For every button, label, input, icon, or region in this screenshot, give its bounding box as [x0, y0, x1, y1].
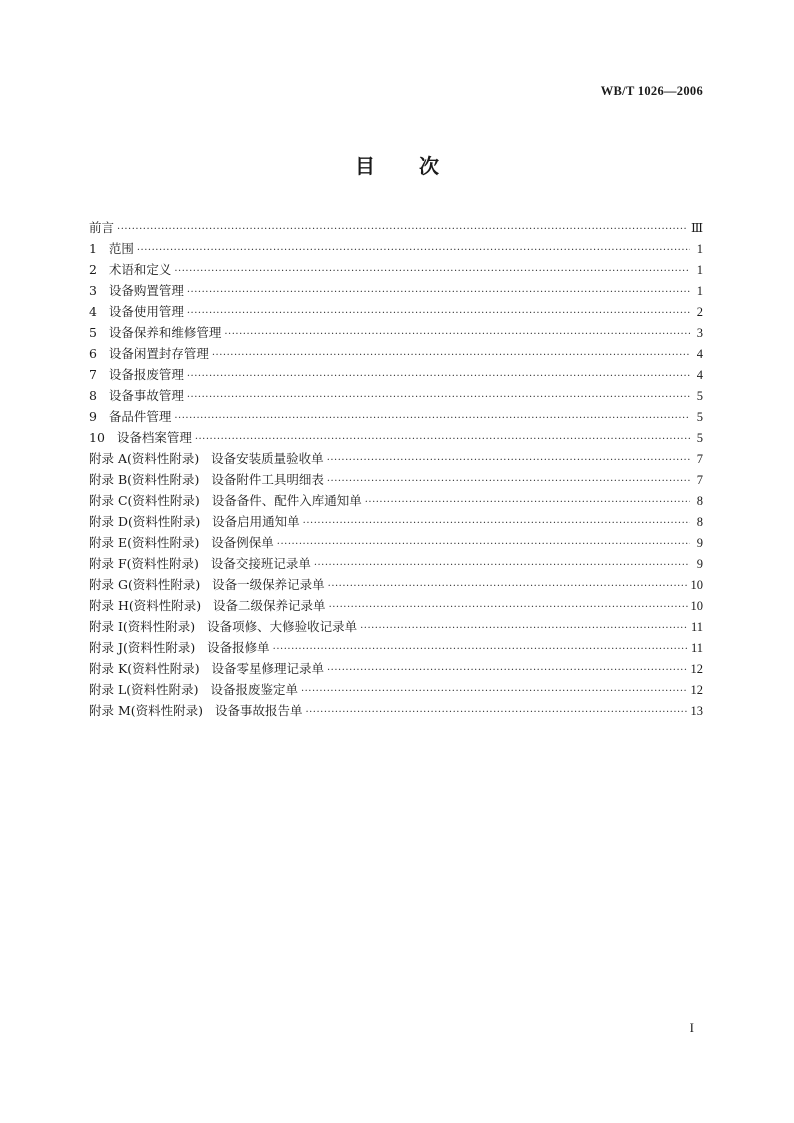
toc-entry-page: 12: [690, 683, 703, 697]
toc-leader: [187, 282, 690, 303]
toc-title-char-2: 次: [419, 154, 439, 178]
toc-entry[interactable]: [89, 406, 703, 427]
toc-leader: [117, 219, 688, 240]
toc-entry-label: 附录 D(资料性附录) 设备启用通知单: [89, 514, 300, 529]
toc-entry-page: Ⅲ: [690, 221, 703, 235]
toc-entry-page: 13: [690, 704, 703, 718]
toc-entry[interactable]: [89, 238, 703, 259]
toc-leader: [327, 660, 688, 681]
toc-leader: [187, 303, 690, 324]
toc-entry[interactable]: [89, 700, 703, 721]
toc-entry-page: 12: [690, 662, 703, 676]
toc-entry-label: 附录 I(资料性附录) 设备项修、大修验收记录单: [89, 619, 358, 634]
toc-entry-page: 9: [696, 557, 703, 571]
toc-entry-page: 1: [696, 284, 703, 298]
toc-entry-page: 7: [696, 473, 703, 487]
toc-entry-page: 3: [696, 326, 703, 340]
toc-entry-label: 附录 G(资料性附录) 设备一级保养记录单: [89, 577, 325, 592]
toc-entry-page: 4: [696, 368, 703, 382]
toc-entry[interactable]: [89, 259, 703, 280]
toc-entry-label: 附录 L(资料性附录) 设备报废鉴定单: [89, 682, 298, 697]
toc-entry-label: 附录 F(资料性附录) 设备交接班记录单: [89, 556, 311, 571]
toc-entry-label: 5 设备保养和维修管理: [89, 325, 222, 340]
toc-leader: [137, 240, 690, 261]
toc-leader: [303, 513, 690, 534]
toc-entry[interactable]: [89, 595, 703, 616]
toc-entry-label: 附录 C(资料性附录) 设备备件、配件入库通知单: [89, 493, 362, 508]
toc-entry-page: 8: [696, 515, 703, 529]
toc-entry[interactable]: [89, 511, 703, 532]
document-code: WB/T 1026—2006: [600, 84, 703, 98]
toc-leader: [174, 261, 690, 282]
toc-leader: [212, 345, 690, 366]
toc-entry-page: 11: [690, 641, 703, 655]
toc-leader: [329, 597, 688, 618]
toc-entry-page: 4: [696, 347, 703, 361]
toc-leader: [327, 471, 690, 492]
toc-entry[interactable]: [89, 217, 703, 238]
toc-leader: [273, 639, 688, 660]
toc-entry[interactable]: [89, 637, 703, 658]
toc-entry-page: 5: [696, 389, 703, 403]
toc-entry-page: 5: [696, 410, 703, 424]
toc-entry-label: 附录 B(资料性附录) 设备附件工具明细表: [89, 472, 324, 487]
toc-title-char-1: 目: [355, 154, 375, 178]
toc-entry[interactable]: [89, 427, 703, 448]
toc-entry-label: 前言: [89, 220, 115, 235]
toc-leader: [187, 387, 690, 408]
toc-entry-label: 附录 J(资料性附录) 设备报修单: [89, 640, 270, 655]
toc-title: [0, 150, 794, 179]
toc-entry-label: 9 备品件管理: [89, 409, 172, 424]
page-number: I: [689, 1020, 694, 1035]
toc-leader: [360, 618, 688, 639]
toc-entry-page: 11: [690, 620, 703, 634]
toc-entry[interactable]: [89, 343, 703, 364]
toc-entry-label: 附录 E(资料性附录) 设备例保单: [89, 535, 274, 550]
toc-entry-label: 附录 A(资料性附录) 设备安装质量验收单: [89, 451, 324, 466]
toc-entry[interactable]: [89, 574, 703, 595]
toc-entry-page: 7: [696, 452, 703, 466]
toc-entry[interactable]: [89, 616, 703, 637]
toc-entry[interactable]: [89, 385, 703, 406]
toc-entry[interactable]: [89, 658, 703, 679]
toc-leader: [365, 492, 690, 513]
toc-entry[interactable]: [89, 364, 703, 385]
toc-entry-page: 10: [690, 578, 703, 592]
toc-entry[interactable]: [89, 490, 703, 511]
toc-entry-label: 2 术语和定义: [89, 262, 172, 277]
toc-leader: [174, 408, 690, 429]
toc-entry-label: 1 范围: [89, 241, 134, 256]
toc-entry-label: 8 设备事故管理: [89, 388, 184, 403]
toc-entry-label: 10 设备档案管理: [89, 430, 192, 445]
toc-entry-page: 5: [696, 431, 703, 445]
toc-entry-label: 6 设备闲置封存管理: [89, 346, 209, 361]
toc-entry-label: 附录 K(资料性附录) 设备零星修理记录单: [89, 661, 324, 676]
toc-entry-page: 10: [690, 599, 703, 613]
toc-entry-page: 2: [696, 305, 703, 319]
toc-entry[interactable]: [89, 679, 703, 700]
toc-entry-page: 8: [696, 494, 703, 508]
toc-entry[interactable]: [89, 469, 703, 490]
toc-leader: [327, 450, 690, 471]
toc-entry-page: 9: [696, 536, 703, 550]
toc-entry-label: 3 设备购置管理: [89, 283, 184, 298]
table-of-contents: [89, 217, 703, 721]
toc-leader: [301, 681, 688, 702]
toc-entry[interactable]: [89, 553, 703, 574]
toc-leader: [305, 702, 687, 723]
toc-leader: [224, 324, 690, 345]
toc-entry-page: 1: [696, 263, 703, 277]
toc-entry-label: 附录 H(资料性附录) 设备二级保养记录单: [89, 598, 326, 613]
toc-entry[interactable]: [89, 448, 703, 469]
toc-leader: [314, 555, 690, 576]
toc-entry-page: 1: [696, 242, 703, 256]
toc-leader: [328, 576, 688, 597]
toc-leader: [187, 366, 690, 387]
toc-entry-label: 附录 M(资料性附录) 设备事故报告单: [89, 703, 303, 718]
toc-entry[interactable]: [89, 301, 703, 322]
toc-entry[interactable]: [89, 322, 703, 343]
toc-entry[interactable]: [89, 532, 703, 553]
toc-entry[interactable]: [89, 280, 703, 301]
toc-leader: [195, 429, 690, 450]
toc-leader: [277, 534, 690, 555]
toc-entry-label: 4 设备使用管理: [89, 304, 184, 319]
toc-entry-label: 7 设备报废管理: [89, 367, 184, 382]
